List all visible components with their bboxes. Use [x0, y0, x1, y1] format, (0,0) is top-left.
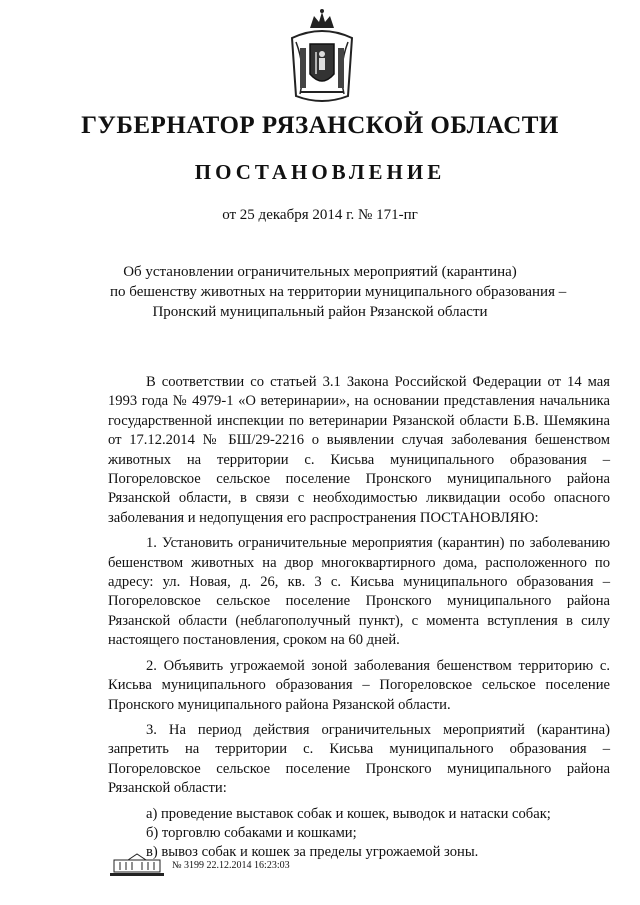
document-type: ПОСТАНОВЛЕНИЕ	[194, 160, 446, 184]
document-subject	[110, 262, 567, 322]
document-body	[108, 373, 610, 863]
point-1-paragraph: 1. Установить ограничительные мероприятия (карантин) по заболеванию бешенством животных на двор многоквартирного дома, расположенного по адресу: ул. Новая, д. 26, кв. 3 с. Кисьва муниципального образования – Погореловское сельское поселение Пронского муниципального района Рязанской области (неблагополучный пункт), с момента вступления в силу настоящего постановления, сроком на 60 дней.	[108, 535, 610, 649]
point-3-item: в) вывоз собак и кошек за пределы угрожаемой зоны.	[146, 844, 479, 861]
point-3-item: а) проведение выставок собак и кошек, выводок и натаски собак;	[146, 805, 551, 822]
registration-code: № 3199 22.12.2014 16:23:03	[172, 860, 290, 871]
building-stamp-icon	[108, 852, 166, 878]
point-2-paragraph: 2. Объявить угрожаемой зоной заболевания бешенством территорию с. Кисьва муниципального образования – Погореловское сельское поселение Пронского муниципального района Рязанской области.	[108, 657, 610, 713]
coat-of-arms-icon	[286, 8, 358, 108]
document-date-number: от 25 декабря 2014 г. № 171-пг	[222, 207, 418, 223]
subject-line: Пронский муниципальный район Рязанской области	[152, 304, 488, 320]
registration-footer	[108, 852, 368, 878]
authority-title: ГУБЕРНАТОР РЯЗАНСКОЙ ОБЛАСТИ	[81, 112, 559, 139]
subject-line: по бешенству животных на территории муниципального образования –	[110, 284, 567, 300]
subject-line: Об установлении ограничительных мероприятий (карантина)	[123, 264, 517, 280]
preamble-paragraph: В соответствии со статьей 3.1 Закона Российской Федерации от 14 мая 1993 года № 4979-1 «О ветеринарии», на основании представления начальника государственной инспекции по ветеринарии Рязанской области Б.В. Шемякина от 17.12.2014 № БШ/29-2216 о выявлении случая заболевания бешенством животных на территории с. Кисьва муниципального образования – Погореловское сельское поселение Пронского муниципального района Рязанской области, в связи с необходимостью ликвидации особо опасного заболевания и недопущения его распространения ПОСТАНОВЛЯЮ:	[108, 374, 610, 526]
point-3-paragraph: 3. На период действия ограничительных мероприятий (карантина) запретить на территории с. Кисьва муниципального образования – Погореловское сельское поселение Пронского муниципального района Рязанской области:	[108, 721, 610, 797]
point-3-item: б) торговлю собаками и кошками;	[146, 824, 357, 841]
